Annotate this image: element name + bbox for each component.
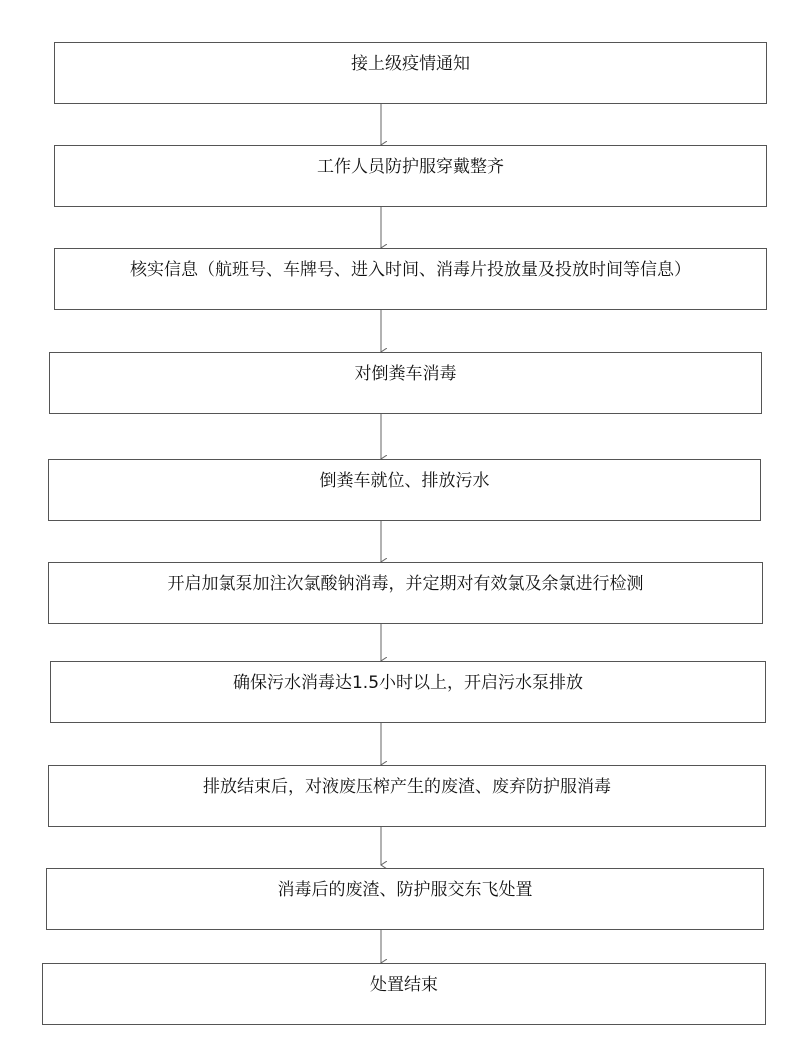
step-label-6: 开启加氯泵加注次氯酸钠消毒，并定期对有效氯及余氯进行检测	[167, 574, 644, 594]
step-box-7	[50, 661, 766, 723]
step-label-3: 核实信息（航班号、车牌号、进入时间、消毒片投放量及投放时间等信息）	[130, 260, 691, 280]
step-box-1	[54, 42, 767, 104]
step-label-2: 工作人员防护服穿戴整齐	[317, 157, 504, 177]
step-label-8: 排放结束后，对液废压榨产生的废渣、废弃防护服消毒	[203, 777, 611, 797]
step-box-2	[54, 145, 767, 207]
step-label-5: 倒粪车就位、排放污水	[319, 471, 490, 491]
step-label-10: 处置结束	[370, 975, 438, 995]
step-box-3	[54, 248, 767, 310]
step-box-9	[46, 868, 764, 930]
step-label-1: 接上级疫情通知	[351, 54, 470, 74]
step-box-10	[42, 963, 766, 1025]
step-box-5	[48, 459, 761, 521]
step-label-4: 对倒粪车消毒	[354, 364, 457, 384]
step-box-4	[49, 352, 762, 414]
step-box-6	[48, 562, 763, 624]
step-label-7: 确保污水消毒达1.5小时以上，开启污水泵排放	[232, 673, 584, 693]
step-box-8	[48, 765, 766, 827]
step-label-9: 消毒后的废渣、防护服交东飞处置	[277, 880, 533, 900]
